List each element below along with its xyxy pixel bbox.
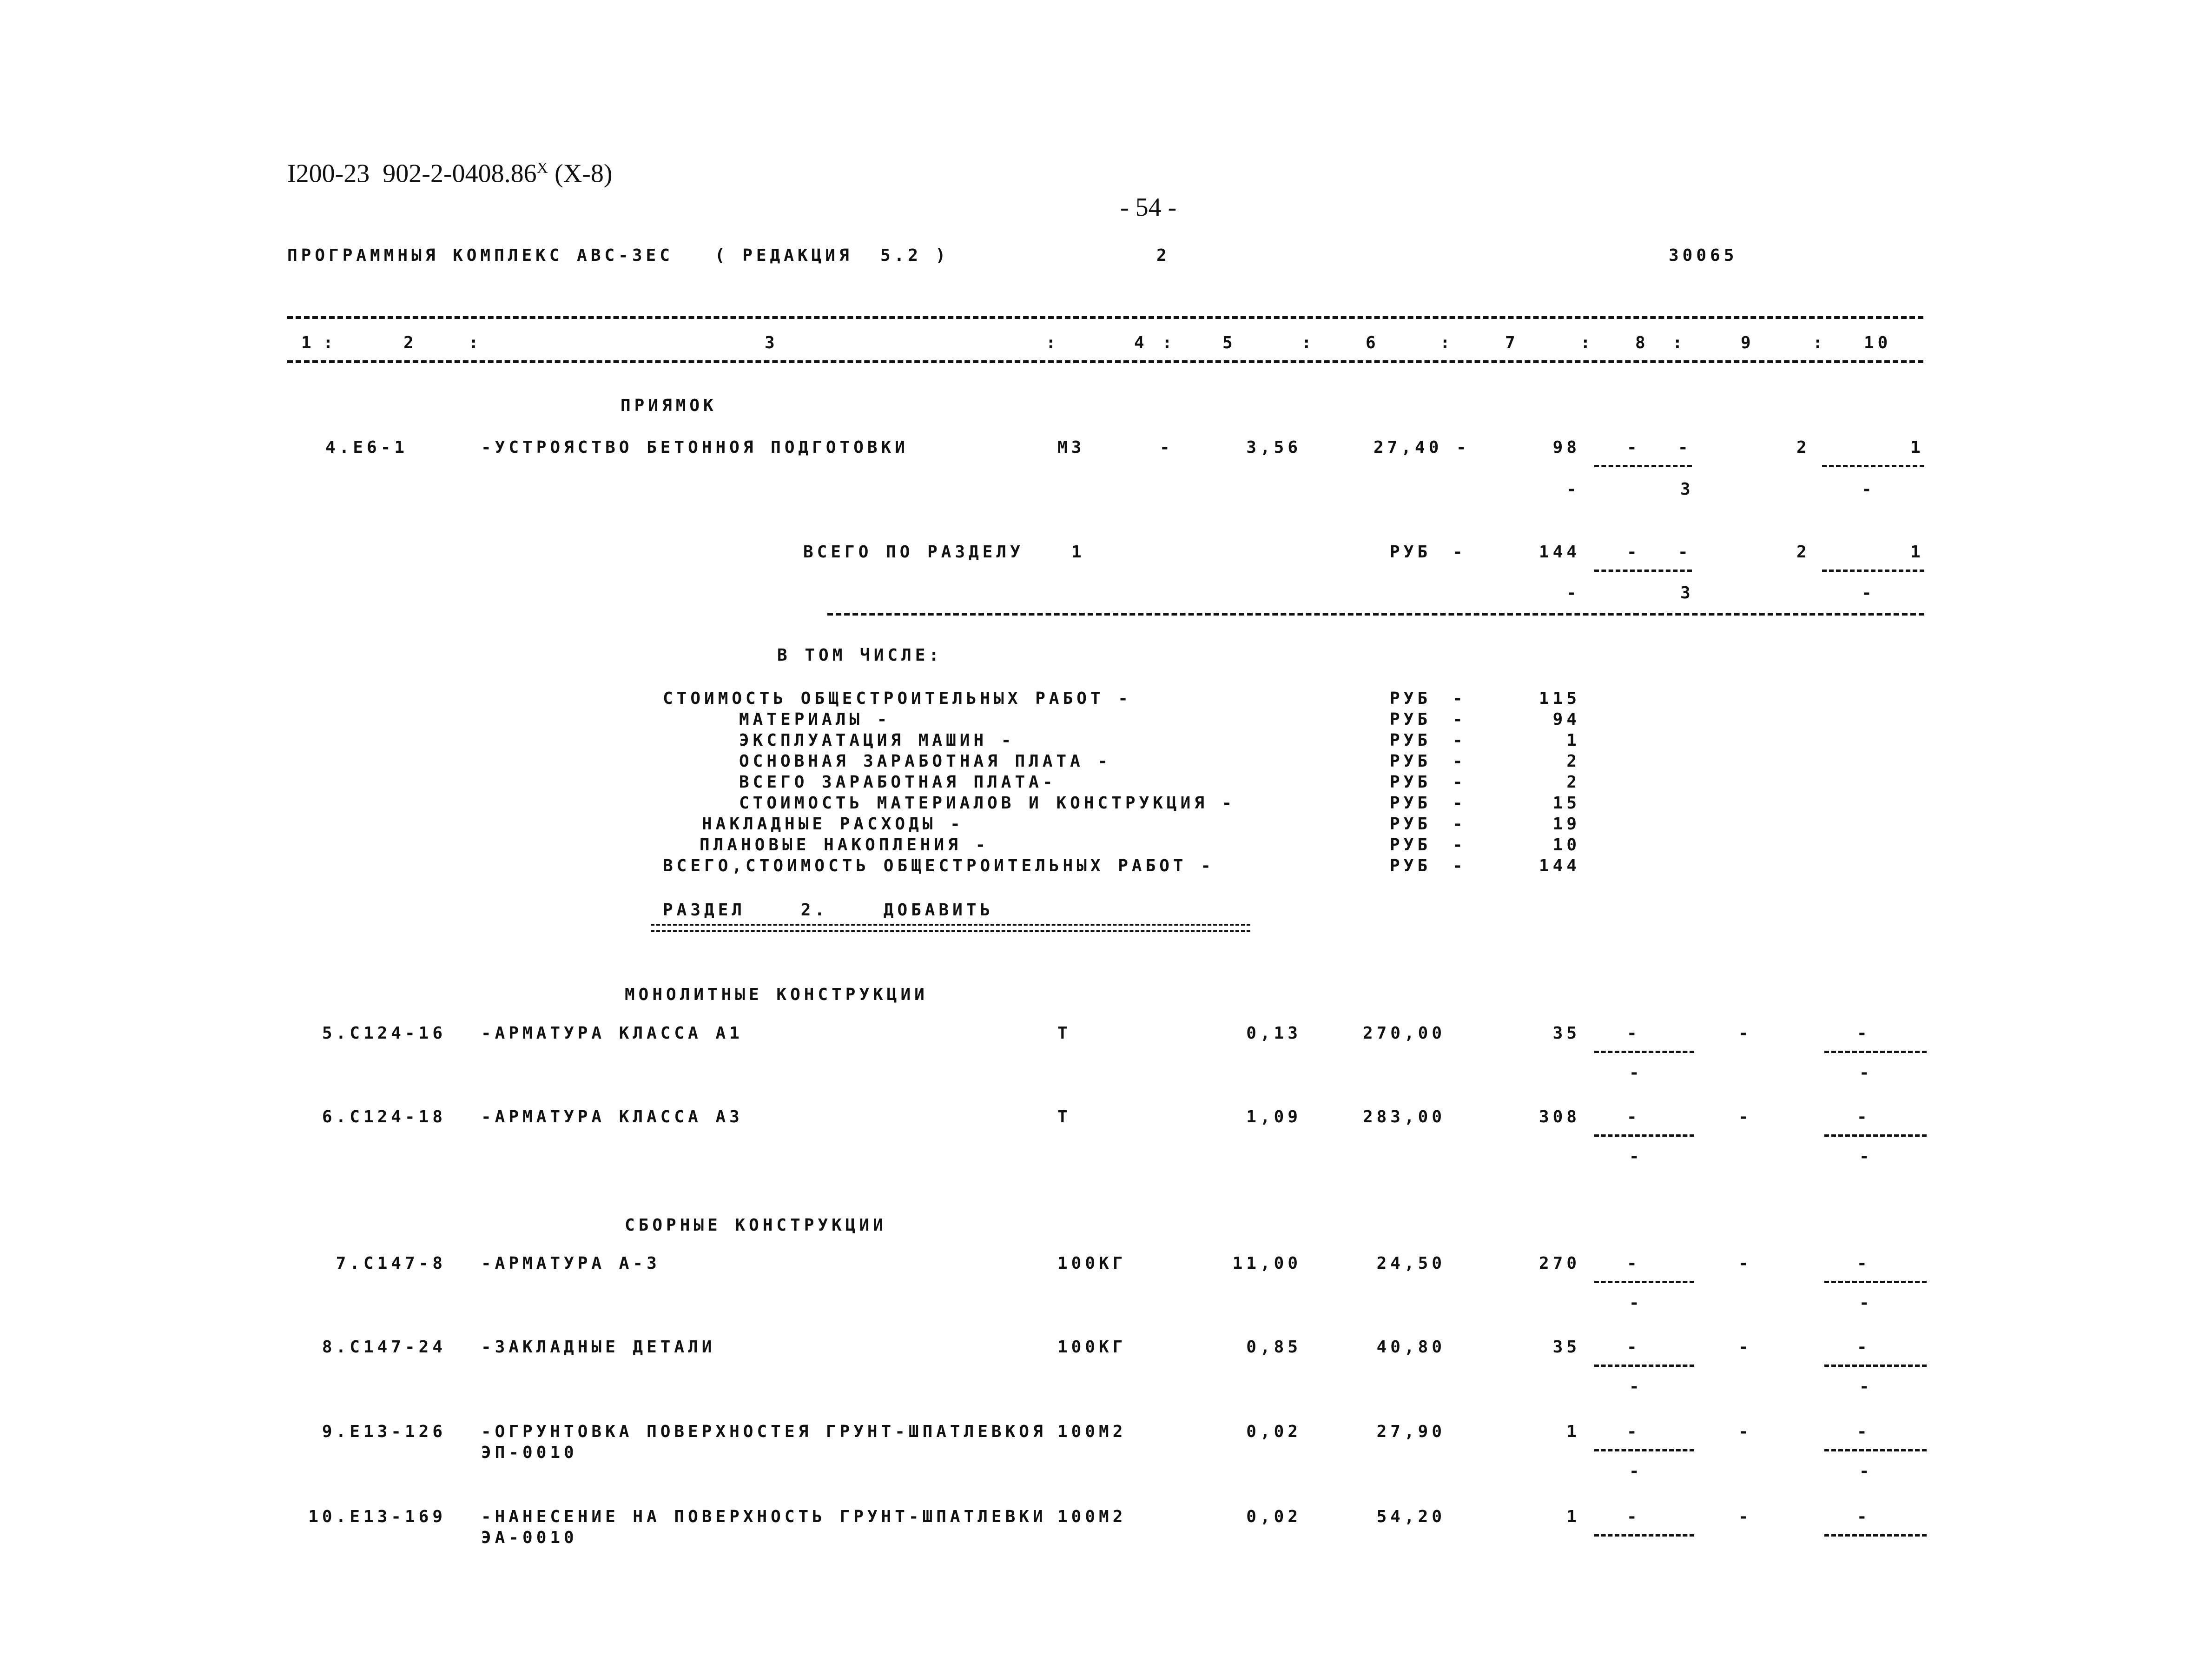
breakdown-unit: РУБ bbox=[1390, 815, 1432, 834]
row-c10-rule bbox=[1824, 1365, 1927, 1367]
row-c10-lower: - bbox=[1859, 1063, 1873, 1082]
row-c8-rule bbox=[1594, 1281, 1694, 1283]
row-c8-lower: - bbox=[1629, 1462, 1643, 1481]
breakdown-label: ОСНОВНАЯ ЗАРАБОТНАЯ ПЛАТА - bbox=[739, 752, 1112, 771]
row-c8-rule bbox=[1594, 1534, 1694, 1537]
breakdown-label: МАТЕРИАЛЫ - bbox=[739, 710, 891, 729]
breakdown-label: ЭКСПЛУАТАЦИЯ МАШИН - bbox=[739, 731, 1015, 750]
column-separator: : bbox=[323, 333, 337, 352]
row-name: -НАНЕСЕНИЕ НА ПОВЕРХНОСТЬ ГРУНТ-ШПАТЛЕВКИ bbox=[481, 1507, 1047, 1526]
breakdown-value: 15 bbox=[1552, 794, 1580, 813]
section1-title: ПРИЯМОК bbox=[621, 396, 717, 415]
row-c10-rule bbox=[1824, 1449, 1927, 1451]
column-separator: : bbox=[1046, 333, 1060, 352]
row-name: -УСТРОЯСТВО БЕТОННОЯ ПОДГОТОВКИ bbox=[481, 438, 909, 457]
row-price: 40,80 bbox=[1376, 1338, 1446, 1357]
column-header: 4 bbox=[1134, 333, 1148, 352]
column-separator: : bbox=[1162, 333, 1176, 352]
row-price: 27,90 bbox=[1376, 1422, 1446, 1441]
breakdown-label: ВСЕГО ЗАРАБОТНАЯ ПЛАТА- bbox=[739, 773, 1056, 792]
row-col4-dash: - bbox=[1160, 438, 1174, 457]
total-c8a: - bbox=[1627, 543, 1641, 562]
breakdown-value: 115 bbox=[1538, 689, 1580, 708]
document-code bbox=[287, 160, 613, 187]
breakdown-unit: РУБ bbox=[1390, 794, 1432, 813]
breakdown-sep: - bbox=[1453, 773, 1466, 792]
row-code: 9.Е13-126 bbox=[322, 1422, 446, 1441]
row-qty: 1,09 bbox=[1246, 1107, 1301, 1126]
breakdown-label: НАКЛАДНЫЕ РАСХОДЫ - bbox=[702, 815, 964, 834]
row-qty: 0,02 bbox=[1246, 1507, 1301, 1526]
row-name: -АРМАТУРА КЛАССА А1 bbox=[481, 1024, 743, 1043]
row-unit: 100М2 bbox=[1057, 1422, 1127, 1441]
total-num: 1 bbox=[1071, 543, 1085, 562]
row-c9: - bbox=[1738, 1254, 1752, 1273]
row-total: 35 bbox=[1552, 1024, 1580, 1043]
breakdown-unit: РУБ bbox=[1390, 835, 1432, 855]
row-code: 7.С147-8 bbox=[336, 1254, 446, 1273]
document-code-main: I200-23 902-2-0408.86 bbox=[287, 159, 537, 188]
total-c10-rule bbox=[1822, 570, 1924, 572]
breakdown-sep: - bbox=[1453, 752, 1466, 771]
row-c9: - bbox=[1738, 1024, 1752, 1043]
row-total: 1 bbox=[1566, 1422, 1580, 1441]
column-header: 5 bbox=[1222, 333, 1236, 352]
row-c10-lower: - bbox=[1859, 1147, 1873, 1166]
row-c8-lower: - bbox=[1629, 1293, 1643, 1312]
row-c10: - bbox=[1857, 1254, 1871, 1273]
row-c10: - bbox=[1857, 1422, 1871, 1441]
total-value: 144 bbox=[1538, 543, 1580, 562]
row-c8-lower: - bbox=[1629, 1063, 1643, 1082]
breakdown-sep: - bbox=[1453, 794, 1466, 813]
row-code: 10.Е13-169 bbox=[308, 1507, 446, 1526]
row-unit: 100М2 bbox=[1057, 1507, 1127, 1526]
row-c9: - bbox=[1738, 1338, 1752, 1357]
row-c8-rule bbox=[1594, 1051, 1694, 1053]
row-c8-lower: - bbox=[1629, 1377, 1643, 1396]
row-total: 270 bbox=[1538, 1254, 1580, 1273]
total-c9: 2 bbox=[1796, 543, 1810, 562]
breakdown-label: ПЛАНОВЫЕ НАКОПЛЕНИЯ - bbox=[700, 835, 990, 855]
row-name: -АРМАТУРА А-З bbox=[481, 1254, 660, 1273]
row-total: 308 bbox=[1538, 1107, 1580, 1126]
breakdown-label: СТОИМОСТЬ МАТЕРИАЛОВ И КОНСТРУКЦИЯ - bbox=[739, 794, 1236, 813]
column-separator: : bbox=[1440, 333, 1454, 352]
row-unit: Т bbox=[1057, 1024, 1071, 1043]
breakdown-unit: РУБ bbox=[1390, 773, 1432, 792]
column-header: 9 bbox=[1741, 333, 1755, 352]
row-c8b: - bbox=[1678, 438, 1692, 457]
total-c8-rule bbox=[1594, 570, 1692, 572]
row-c10: - bbox=[1857, 1024, 1871, 1043]
total-sep: - bbox=[1453, 543, 1466, 562]
row-c8-rule bbox=[1594, 465, 1692, 467]
row-c10: - bbox=[1857, 1338, 1871, 1357]
row-c10: - bbox=[1857, 1107, 1871, 1126]
document-code-superscript: X bbox=[536, 159, 548, 177]
row-c10-lower: - bbox=[1859, 1462, 1873, 1481]
row-c10-rule bbox=[1824, 1281, 1927, 1283]
section2-title: РАЗДЕЛ 2. ДОБАВИТЬ bbox=[663, 901, 994, 920]
breakdown-unit: РУБ bbox=[1390, 856, 1432, 875]
row-qty: 11,00 bbox=[1232, 1254, 1301, 1273]
breakdown-sep: - bbox=[1453, 835, 1466, 855]
row-unit: 100КГ bbox=[1057, 1254, 1127, 1273]
row-qty: 0,02 bbox=[1246, 1422, 1301, 1441]
row-c8-rule bbox=[1594, 1449, 1694, 1451]
breakdown-value: 1 bbox=[1566, 731, 1580, 750]
breakdown-sep: - bbox=[1453, 815, 1466, 834]
section2-double-rule bbox=[651, 924, 1250, 932]
subsection-prefab: СБОРНЫЕ КОНСТРУКЦИИ bbox=[625, 1216, 887, 1235]
section1-end-rule bbox=[827, 613, 1924, 616]
top-rule bbox=[287, 316, 1923, 319]
column-header: 3 bbox=[765, 333, 779, 352]
row-qty: 0,13 bbox=[1246, 1024, 1301, 1043]
row-c8: - bbox=[1627, 1107, 1641, 1126]
row-price: 54,20 bbox=[1376, 1507, 1446, 1526]
breakdown-sep: - bbox=[1453, 689, 1466, 708]
row-c10-lower: - bbox=[1859, 1293, 1873, 1312]
document-code-suffix: (X-8) bbox=[548, 159, 613, 188]
row-c10-rule bbox=[1824, 1534, 1927, 1537]
row-name: -ЗАКЛАДНЫЕ ДЕТАЛИ bbox=[481, 1338, 716, 1357]
row-price: 27,40 - bbox=[1373, 438, 1470, 457]
row-name-cont: ЭП-0010 bbox=[481, 1443, 578, 1462]
column-separator: : bbox=[469, 333, 482, 352]
row-c9: 2 bbox=[1796, 438, 1810, 457]
row-unit: МЗ bbox=[1057, 438, 1085, 457]
column-separator: : bbox=[1813, 333, 1827, 352]
row-c8-rule bbox=[1594, 1365, 1694, 1367]
row-c9: - bbox=[1738, 1107, 1752, 1126]
column-separator: : bbox=[1580, 333, 1594, 352]
row-c10b: - bbox=[1862, 480, 1875, 499]
column-separator: : bbox=[1301, 333, 1315, 352]
breakdown-unit: РУБ bbox=[1390, 689, 1432, 708]
breakdown-value: 19 bbox=[1552, 815, 1580, 834]
row-qty: 0,85 bbox=[1246, 1338, 1301, 1357]
breakdown-sep: - bbox=[1453, 710, 1466, 729]
row-total: 1 bbox=[1566, 1507, 1580, 1526]
breakdown-label: СТОИМОСТЬ ОБЩЕСТРОИТЕЛЬНЫХ РАБОТ - bbox=[663, 689, 1132, 708]
breakdown-title: В ТОМ ЧИСЛЕ: bbox=[777, 646, 943, 665]
total-unit: РУБ bbox=[1390, 543, 1432, 562]
row-total: 35 bbox=[1552, 1338, 1580, 1357]
breakdown-sep: - bbox=[1453, 731, 1466, 750]
breakdown-value: 10 bbox=[1552, 835, 1580, 855]
row-name: -ОГРУНТОВКА ПОВЕРХНОСТЕЯ ГРУНТ-ШПАТЛЕВКОЯ bbox=[481, 1422, 1047, 1441]
breakdown-unit: РУБ bbox=[1390, 752, 1432, 771]
row-c9: - bbox=[1738, 1507, 1752, 1526]
row-c8: - bbox=[1627, 1024, 1641, 1043]
program-line: ПРОГРАММНЫЯ КОМПЛЕКС АВС-ЗЕС ( РЕДАКЦИЯ 5.2 ) bbox=[287, 246, 950, 265]
row-price: 24,50 bbox=[1376, 1254, 1446, 1273]
breakdown-sep: - bbox=[1453, 856, 1466, 875]
column-header: 8 bbox=[1635, 333, 1649, 352]
row-c8: - bbox=[1627, 1507, 1641, 1526]
row-c9: - bbox=[1738, 1422, 1752, 1441]
row-c8-lower: - bbox=[1629, 1147, 1643, 1166]
total-label: ВСЕГО ПО РАЗДЕЛУ bbox=[803, 543, 1024, 562]
breakdown-value: 144 bbox=[1538, 856, 1580, 875]
sheet-number: 2 bbox=[1156, 246, 1170, 265]
row-unit: Т bbox=[1057, 1107, 1071, 1126]
row-c10-rule bbox=[1822, 465, 1924, 467]
row-c8c: - bbox=[1566, 480, 1580, 499]
row-name: -АРМАТУРА КЛАССА АЗ bbox=[481, 1107, 743, 1126]
total-c8c: - bbox=[1566, 583, 1580, 603]
column-header: 2 bbox=[403, 333, 417, 352]
row-c8: - bbox=[1627, 1254, 1641, 1273]
column-header: 7 bbox=[1505, 333, 1519, 352]
total-c10a: 1 bbox=[1910, 543, 1924, 562]
breakdown-value: 2 bbox=[1566, 773, 1580, 792]
code-number: 30065 bbox=[1669, 246, 1738, 265]
page-number: - 54 - bbox=[1120, 193, 1177, 222]
total-c10b: - bbox=[1862, 583, 1875, 603]
total-c8d: 3 bbox=[1680, 583, 1694, 603]
row-code: 8.С147-24 bbox=[322, 1338, 446, 1357]
breakdown-label: ВСЕГО,СТОИМОСТЬ ОБЩЕСТРОИТЕЛЬНЫХ РАБОТ - bbox=[663, 856, 1215, 875]
breakdown-unit: РУБ bbox=[1390, 710, 1432, 729]
column-header: 10 bbox=[1864, 333, 1892, 352]
column-header: 6 bbox=[1366, 333, 1380, 352]
total-c8b: - bbox=[1678, 543, 1692, 562]
row-c8-rule bbox=[1594, 1134, 1694, 1137]
breakdown-value: 94 bbox=[1552, 710, 1580, 729]
row-code: 5.С124-16 bbox=[322, 1024, 446, 1043]
row-c8: - bbox=[1627, 1422, 1641, 1441]
row-c10-lower: - bbox=[1859, 1377, 1873, 1396]
row-c8a: - bbox=[1627, 438, 1641, 457]
row-c8: - bbox=[1627, 1338, 1641, 1357]
row-code: 6.С124-18 bbox=[322, 1107, 446, 1126]
row-unit: 100КГ bbox=[1057, 1338, 1127, 1357]
row-c10a: 1 bbox=[1910, 438, 1924, 457]
breakdown-value: 2 bbox=[1566, 752, 1580, 771]
row-price: 270,00 bbox=[1362, 1024, 1446, 1043]
row-c10-rule bbox=[1824, 1134, 1927, 1137]
row-price: 283,00 bbox=[1362, 1107, 1446, 1126]
row-c8d: 3 bbox=[1680, 480, 1694, 499]
row-total: 98 bbox=[1552, 438, 1580, 457]
row-c10: - bbox=[1857, 1507, 1871, 1526]
breakdown-unit: РУБ bbox=[1390, 731, 1432, 750]
row-c10-rule bbox=[1824, 1051, 1927, 1053]
row-code: 4.Е6-1 bbox=[325, 438, 409, 457]
row-name-cont: ЭА-0010 bbox=[481, 1528, 578, 1547]
column-separator: : bbox=[1672, 333, 1686, 352]
row-qty: 3,56 bbox=[1246, 438, 1301, 457]
header-rule bbox=[287, 360, 1923, 363]
subsection-monolithic: МОНОЛИТНЫЕ КОНСТРУКЦИИ bbox=[625, 985, 928, 1004]
column-header: 1 bbox=[301, 333, 315, 352]
